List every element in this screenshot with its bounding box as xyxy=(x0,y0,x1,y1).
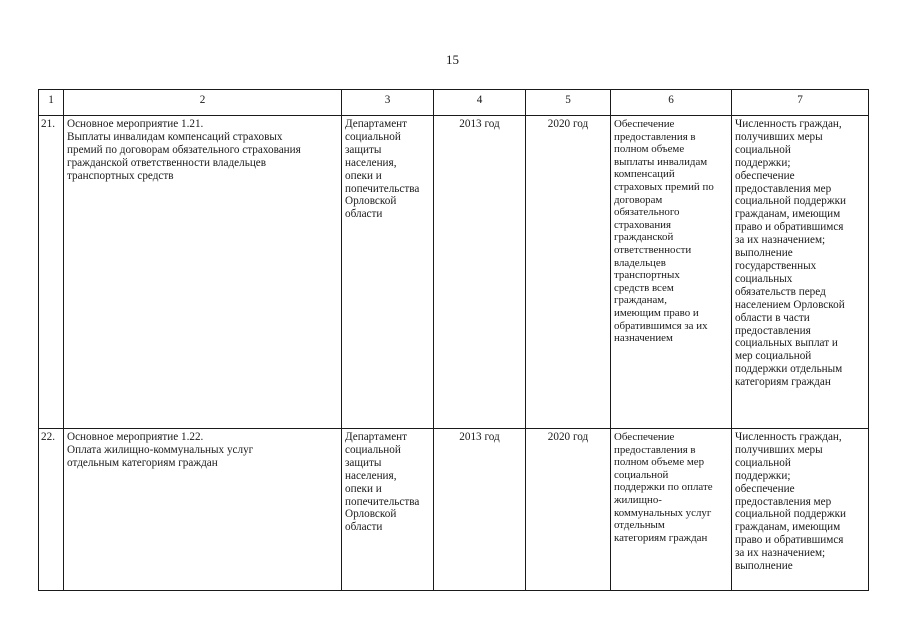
result-line: выплаты инвалидам xyxy=(614,155,708,168)
executor-line: области xyxy=(345,208,383,221)
header-cell-1: 1 xyxy=(39,90,64,116)
executor-line: области xyxy=(345,521,383,534)
result-line: Обеспечение xyxy=(614,431,675,443)
executor-line: Орловской xyxy=(345,508,397,521)
indicator-line: получивших меры xyxy=(735,443,823,456)
result-line: отдельным xyxy=(614,519,665,532)
result-line: страховых премий по xyxy=(614,180,714,193)
executor-line: социальной xyxy=(345,130,401,143)
result-line: ответственности xyxy=(614,243,692,256)
result-line: поддержки по оплате xyxy=(614,481,713,494)
result-line: средств всем xyxy=(614,281,674,294)
executor-line: Департамент xyxy=(345,431,408,443)
result-line: Обеспечение xyxy=(614,118,675,130)
program-measures-table xyxy=(38,89,869,591)
result-line: предоставления в xyxy=(614,130,696,143)
measure-title-line: транспортных средств xyxy=(67,169,174,182)
indicator-line: гражданам, имеющим xyxy=(735,208,841,221)
result-line: жилищно- xyxy=(614,493,662,506)
executor-line: попечительства xyxy=(345,495,420,508)
indicator-line: выполнение xyxy=(735,560,793,573)
header-cell-5: 5 xyxy=(526,90,611,116)
row-number: 22. xyxy=(39,429,64,591)
indicator-line: социальной xyxy=(735,143,791,156)
result-line: гражданам, xyxy=(614,294,667,307)
indicator-line: поддержки; xyxy=(735,156,791,169)
measure-title-line: Выплаты инвалидам компенсаций страховых xyxy=(67,130,283,143)
indicator-line: социальной xyxy=(735,456,791,469)
indicator-line: предоставления xyxy=(735,324,811,337)
header-cell-7: 7 xyxy=(732,90,869,116)
measure-title-line: Оплата жилищно-коммунальных услуг xyxy=(67,443,254,456)
indicator-line: право и обратившимся xyxy=(735,221,844,234)
indicator-line: получивших меры xyxy=(735,130,823,143)
executor-line: Орловской xyxy=(345,195,397,208)
indicator-line: обязательств перед xyxy=(735,285,826,298)
indicator-line: гражданам, имеющим xyxy=(735,521,841,534)
indicator-line: обеспечение xyxy=(735,482,795,495)
indicator-line: социальной поддержки xyxy=(735,195,847,208)
header-cell-6: 6 xyxy=(611,90,732,116)
result-line: полном объеме мер xyxy=(614,456,705,469)
indicator-line: за их назначением; xyxy=(735,547,826,560)
indicator-cell xyxy=(732,429,869,591)
indicator-line: социальных xyxy=(735,272,793,285)
expected-result-cell xyxy=(611,429,732,591)
indicator-line: Численность граждан, xyxy=(735,431,842,443)
header-cell-4: 4 xyxy=(434,90,526,116)
executor-line: попечительства xyxy=(345,182,420,195)
end-year-cell: 2020 год xyxy=(526,116,611,429)
measure-title-line: гражданской ответственности владельцев xyxy=(67,156,267,169)
indicator-line: право и обратившимся xyxy=(735,534,844,547)
result-line: владельцев xyxy=(614,256,666,269)
result-line: гражданской xyxy=(614,231,674,244)
measure-title-line: Основное мероприятие 1.21. xyxy=(67,118,204,130)
table-row-22 xyxy=(39,429,869,591)
result-line: обратившимся за их xyxy=(614,319,708,332)
measure-title-line: премий по договорам обязательного страхования xyxy=(67,143,301,156)
result-line: назначением xyxy=(614,332,673,345)
indicator-line: Численность граждан, xyxy=(735,118,842,130)
measure-title-line: Основное мероприятие 1.22. xyxy=(67,431,204,443)
result-line: коммунальных услуг xyxy=(614,506,712,519)
executor-cell xyxy=(342,116,434,429)
executor-line: социальной xyxy=(345,443,401,456)
indicator-line: населением Орловской xyxy=(735,298,845,311)
indicator-line: категориям граждан xyxy=(735,376,831,389)
indicator-line: обеспечение xyxy=(735,169,795,182)
executor-line: опеки и xyxy=(345,482,382,495)
indicator-line: социальной поддержки xyxy=(735,508,847,521)
result-line: социальной xyxy=(614,468,669,481)
indicator-cell xyxy=(732,116,869,429)
result-line: обязательного xyxy=(614,206,680,219)
indicator-line: мер социальной xyxy=(735,350,812,363)
indicator-line: выполнение xyxy=(735,247,793,260)
indicator-line: социальных выплат и xyxy=(735,337,838,350)
expected-result-cell xyxy=(611,116,732,429)
indicator-line: государственных xyxy=(735,259,817,272)
table-row-21 xyxy=(39,116,869,429)
row-number: 21. xyxy=(39,116,64,429)
indicator-line: за их назначением; xyxy=(735,234,826,247)
result-line: предоставления в xyxy=(614,443,696,456)
indicator-line: предоставления мер xyxy=(735,495,832,508)
executor-line: опеки и xyxy=(345,169,382,182)
header-cell-3: 3 xyxy=(342,90,434,116)
result-line: договорам xyxy=(614,193,663,206)
executor-line: Департамент xyxy=(345,118,408,130)
result-line: категориям граждан xyxy=(614,531,708,544)
executor-line: защиты xyxy=(345,143,382,156)
measure-title-line: отдельным категориям граждан xyxy=(67,456,218,469)
result-line: полном объеме xyxy=(614,143,685,156)
indicator-line: поддержки отдельным xyxy=(735,363,843,376)
page-number: 15 xyxy=(446,52,459,67)
executor-cell xyxy=(342,429,434,591)
start-year-cell: 2013 год xyxy=(434,429,526,591)
header-cell-2: 2 xyxy=(64,90,342,116)
end-year-cell: 2020 год xyxy=(526,429,611,591)
result-line: транспортных xyxy=(614,269,680,282)
indicator-line: поддержки; xyxy=(735,469,791,482)
executor-line: населения, xyxy=(345,469,397,482)
result-line: страхования xyxy=(614,218,671,231)
measure-title-cell xyxy=(64,116,342,429)
indicator-line: области в части xyxy=(735,311,810,324)
start-year-cell: 2013 год xyxy=(434,116,526,429)
result-line: имеющим право и xyxy=(614,306,699,319)
indicator-line: предоставления мер xyxy=(735,182,832,195)
table-header-row xyxy=(39,90,869,116)
measure-title-cell xyxy=(64,429,342,591)
result-line: компенсаций xyxy=(614,168,675,181)
executor-line: населения, xyxy=(345,156,397,169)
executor-line: защиты xyxy=(345,456,382,469)
